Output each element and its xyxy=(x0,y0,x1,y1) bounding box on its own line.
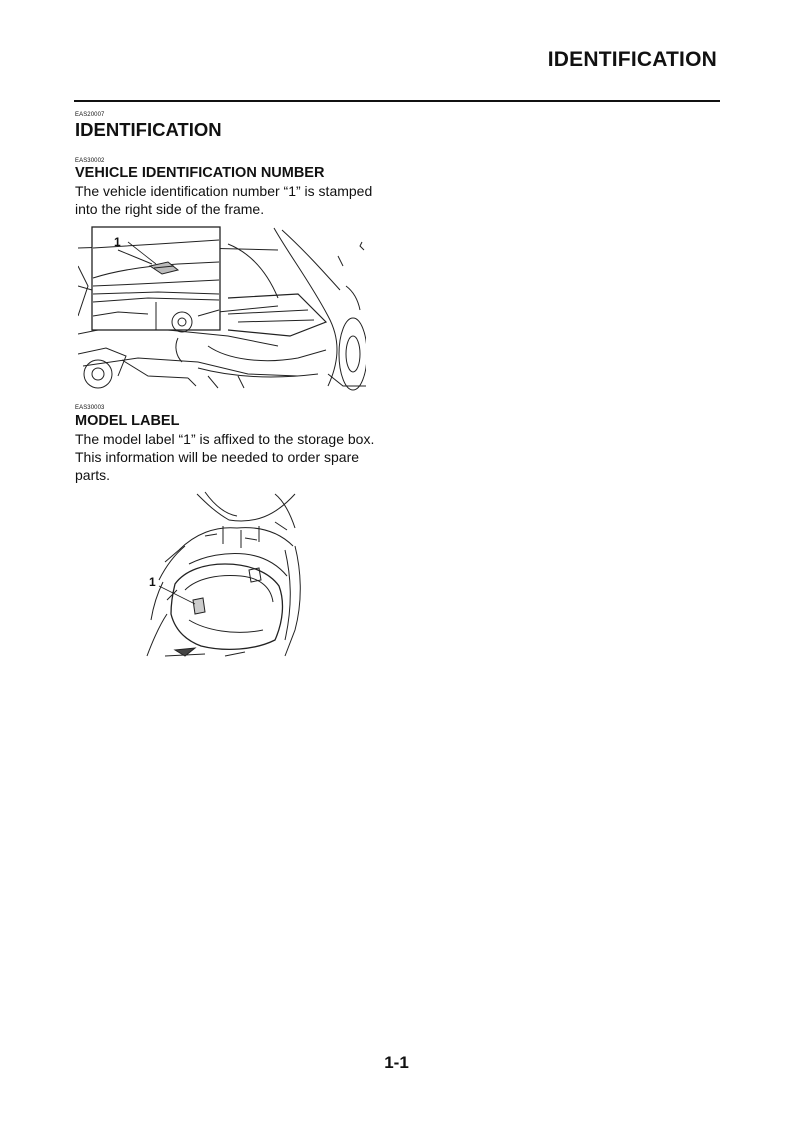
vin-text-line-2: into the right side of the frame. xyxy=(75,201,265,217)
vin-callout-number: 1 xyxy=(114,235,121,249)
vin-text-line-1: The vehicle identification number “1” is stamped xyxy=(75,183,373,199)
page-header-title: IDENTIFICATION xyxy=(547,48,717,71)
model-label-code: EAS30003 xyxy=(75,405,105,411)
vin-figure xyxy=(78,226,366,392)
model-label-text xyxy=(75,430,377,484)
model-label-heading: MODEL LABEL xyxy=(75,413,180,429)
model-label-text-line-1: The model label “1” is affixed to the storage box. xyxy=(75,431,375,447)
model-label-text-line-3: parts. xyxy=(75,467,111,483)
section-title: IDENTIFICATION xyxy=(75,119,222,140)
vin-code: EAS30002 xyxy=(75,158,105,164)
model-label-leader-line xyxy=(159,586,195,604)
section-code: EAS20007 xyxy=(75,112,105,118)
storage-box-drawing xyxy=(147,492,300,656)
model-label-callout-number: 1 xyxy=(149,575,156,589)
model-label-text-line-2: This information will be needed to order spare xyxy=(75,449,360,465)
storage-box-figure xyxy=(145,490,305,660)
vin-heading: VEHICLE IDENTIFICATION NUMBER xyxy=(75,165,325,181)
page-number: 1-1 xyxy=(384,1053,409,1072)
header-divider xyxy=(74,100,720,102)
vin-text xyxy=(75,182,377,218)
vin-inset-panel xyxy=(92,227,220,332)
